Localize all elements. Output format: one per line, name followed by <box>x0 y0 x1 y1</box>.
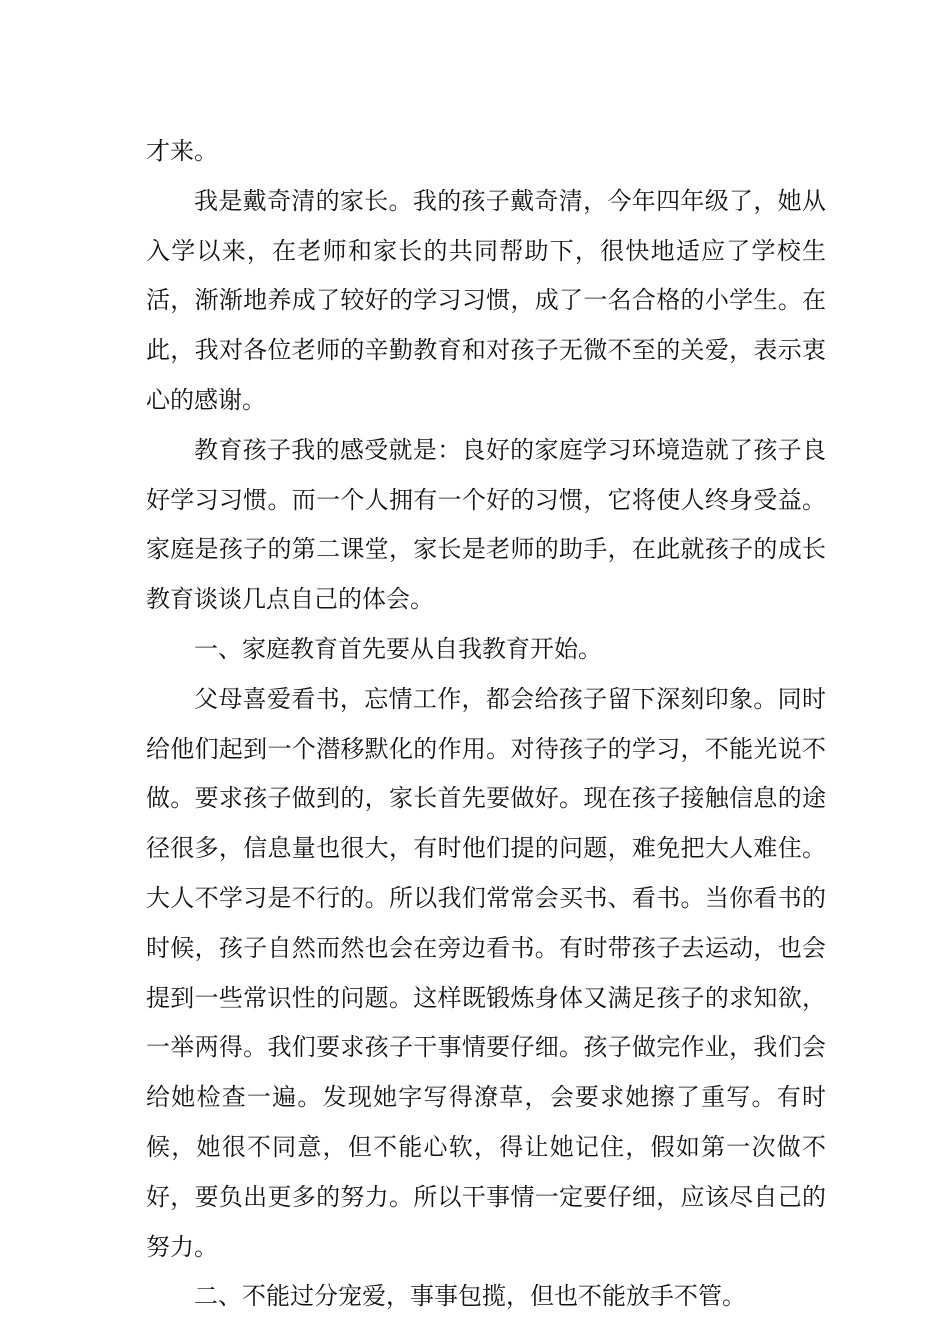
paragraph-feelings: 教育孩子我的感受就是：良好的家庭学习环境造就了孩子良好学习习惯。而一个人拥有一个好的习惯，它将使人终身受益。家庭是孩子的第二课堂，家长是老师的助手，在此就孩子的成长教育谈谈几点自己的体会。 <box>146 435 826 614</box>
section-heading-2: 二、不能过分宠爱，事事包揽，但也不能放手不管。 <box>194 1282 746 1311</box>
section-heading-1: 一、家庭教育首先要从自我教育开始。 <box>194 634 602 663</box>
paragraph-introduction: 我是戴奇清的家长。我的孩子戴奇清，今年四年级了，她从入学以来，在老师和家长的共同帮助下，很快地适应了学校生活，渐渐地养成了较好的学习习惯，成了一名合格的小学生。在此，我对各位老师的辛勤教育和对孩子无微不至的关爱，表示衷心的感谢。 <box>146 186 826 414</box>
document-body <box>146 127 826 1322</box>
paragraph-section-1-body: 父母喜爱看书，忘情工作，都会给孩子留下深刻印象。同时给他们起到一个潜移默化的作用。对待孩子的学习，不能光说不做。要求孩子做到的，家长首先要做好。现在孩子接触信息的途径很多，信息量也很大，有时他们提的问题，难免把大人难住。大人不学习是不行的。所以我们常常会买书、看书。当你看书的时候，孩子自然而然也会在旁边看书。有时带孩子去运动，也会提到一些常识性的问题。这样既锻炼身体又满足孩子的求知欲，一举两得。我们要求孩子干事情要仔细。孩子做完作业，我们会给她检查一遍。发现她字写得潦草，会要求她擦了重写。有时候，她很不同意，但不能心软，得让她记住，假如第一次做不好，要负出更多的努力。所以干事情一定要仔细，应该尽自己的努力。 <box>146 684 826 1261</box>
paragraph-continuation: 才来。 <box>146 137 218 165</box>
